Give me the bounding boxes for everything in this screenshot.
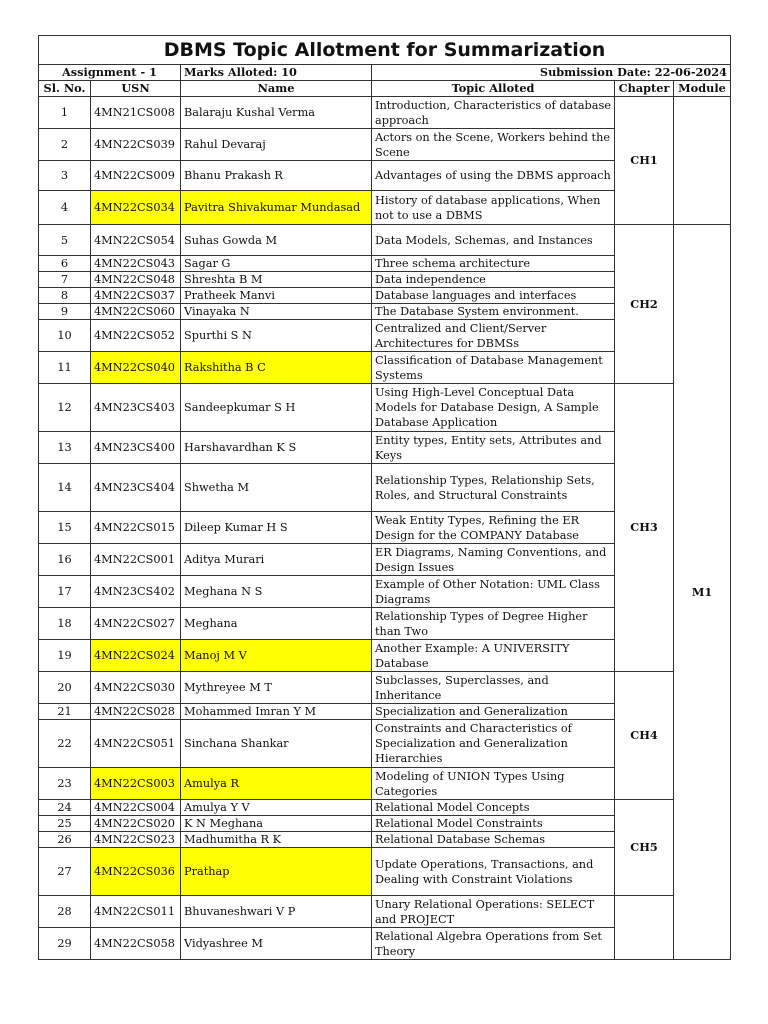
row-usn: 4MN22CS039 xyxy=(91,129,181,161)
row-topic: Unary Relational Operations: SELECT and PROJECT xyxy=(372,896,615,928)
row-sl-no: 29 xyxy=(39,928,91,960)
row-sl-no: 7 xyxy=(39,272,91,288)
row-name: Madhumitha R K xyxy=(181,832,372,848)
row-usn: 4MN22CS003 xyxy=(91,768,181,800)
row-chapter: CH5 xyxy=(615,800,674,896)
row-usn: 4MN22CS027 xyxy=(91,608,181,640)
row-usn: 4MN23CS402 xyxy=(91,576,181,608)
row-name: Rakshitha B C xyxy=(181,352,372,384)
row-topic: Modeling of UNION Types Using Categories xyxy=(372,768,615,800)
row-name: Balaraju Kushal Verma xyxy=(181,97,372,129)
row-sl-no: 16 xyxy=(39,544,91,576)
row-name: Sinchana Shankar xyxy=(181,720,372,768)
header-usn: USN xyxy=(91,81,181,97)
row-name: Sandeepkumar S H xyxy=(181,384,372,432)
row-sl-no: 6 xyxy=(39,256,91,272)
row-usn: 4MN21CS008 xyxy=(91,97,181,129)
row-usn: 4MN23CS403 xyxy=(91,384,181,432)
row-name: Amulya Y V xyxy=(181,800,372,816)
table-row xyxy=(39,896,731,928)
row-chapter: CH3 xyxy=(615,384,674,672)
row-topic: Centralized and Client/Server Architectures for DBMSs xyxy=(372,320,615,352)
row-sl-no: 2 xyxy=(39,129,91,161)
row-topic: Data independence xyxy=(372,272,615,288)
row-sl-no: 26 xyxy=(39,832,91,848)
row-name: Amulya R xyxy=(181,768,372,800)
row-name: Harshavardhan K S xyxy=(181,432,372,464)
table-row xyxy=(39,672,731,704)
row-name: Shreshta B M xyxy=(181,272,372,288)
row-usn: 4MN22CS004 xyxy=(91,800,181,816)
row-name: Rahul Devaraj xyxy=(181,129,372,161)
header-topic: Topic Alloted xyxy=(372,81,615,97)
row-usn: 4MN22CS036 xyxy=(91,848,181,896)
row-topic: Data Models, Schemas, and Instances xyxy=(372,225,615,256)
row-sl-no: 13 xyxy=(39,432,91,464)
row-sl-no: 19 xyxy=(39,640,91,672)
row-name: K N Meghana xyxy=(181,816,372,832)
row-topic: Relational Model Constraints xyxy=(372,816,615,832)
row-name: Manoj M V xyxy=(181,640,372,672)
row-sl-no: 11 xyxy=(39,352,91,384)
row-name: Meghana xyxy=(181,608,372,640)
row-sl-no: 4 xyxy=(39,191,91,225)
row-usn: 4MN22CS020 xyxy=(91,816,181,832)
marks-label: Marks Alloted: 10 xyxy=(181,65,372,81)
row-usn: 4MN22CS060 xyxy=(91,304,181,320)
row-chapter xyxy=(615,896,674,960)
row-name: Pratheek Manvi xyxy=(181,288,372,304)
row-sl-no: 21 xyxy=(39,704,91,720)
header-sl-no: Sl. No. xyxy=(39,81,91,97)
row-sl-no: 23 xyxy=(39,768,91,800)
row-sl-no: 3 xyxy=(39,161,91,191)
row-usn: 4MN22CS023 xyxy=(91,832,181,848)
row-usn: 4MN22CS058 xyxy=(91,928,181,960)
row-sl-no: 15 xyxy=(39,512,91,544)
row-usn: 4MN22CS052 xyxy=(91,320,181,352)
row-sl-no: 22 xyxy=(39,720,91,768)
row-usn: 4MN22CS030 xyxy=(91,672,181,704)
row-sl-no: 10 xyxy=(39,320,91,352)
row-usn: 4MN22CS024 xyxy=(91,640,181,672)
row-name: Suhas Gowda M xyxy=(181,225,372,256)
row-topic: History of database applications, When not to use a DBMS xyxy=(372,191,615,225)
row-usn: 4MN22CS037 xyxy=(91,288,181,304)
row-usn: 4MN22CS034 xyxy=(91,191,181,225)
row-sl-no: 12 xyxy=(39,384,91,432)
row-usn: 4MN23CS404 xyxy=(91,464,181,512)
row-usn: 4MN22CS011 xyxy=(91,896,181,928)
row-sl-no: 1 xyxy=(39,97,91,129)
row-topic: Advantages of using the DBMS approach xyxy=(372,161,615,191)
row-topic: Relationship Types, Relationship Sets, Roles, and Structural Constraints xyxy=(372,464,615,512)
row-topic: ER Diagrams, Naming Conventions, and Design Issues xyxy=(372,544,615,576)
assignment-label: Assignment - 1 xyxy=(39,65,181,81)
row-name: Prathap xyxy=(181,848,372,896)
row-topic: Database languages and interfaces xyxy=(372,288,615,304)
row-chapter: CH1 xyxy=(615,97,674,225)
row-sl-no: 27 xyxy=(39,848,91,896)
row-name: Aditya Murari xyxy=(181,544,372,576)
row-topic: Entity types, Entity sets, Attributes and Keys xyxy=(372,432,615,464)
allotment-table xyxy=(38,35,731,960)
row-sl-no: 28 xyxy=(39,896,91,928)
row-topic: Update Operations, Transactions, and Dealing with Constraint Violations xyxy=(372,848,615,896)
row-sl-no: 17 xyxy=(39,576,91,608)
row-usn: 4MN22CS043 xyxy=(91,256,181,272)
row-sl-no: 14 xyxy=(39,464,91,512)
header-module: Module xyxy=(674,81,731,97)
table-row xyxy=(39,800,731,816)
row-topic: Another Example: A UNIVERSITY Database xyxy=(372,640,615,672)
row-usn: 4MN23CS400 xyxy=(91,432,181,464)
row-usn: 4MN22CS054 xyxy=(91,225,181,256)
row-name: Vinayaka N xyxy=(181,304,372,320)
row-topic: Specialization and Generalization xyxy=(372,704,615,720)
row-name: Vidyashree M xyxy=(181,928,372,960)
row-topic: Relational Database Schemas xyxy=(372,832,615,848)
row-topic: Relationship Types of Degree Higher than Two xyxy=(372,608,615,640)
row-usn: 4MN22CS051 xyxy=(91,720,181,768)
row-usn: 4MN22CS009 xyxy=(91,161,181,191)
row-name: Bhanu Prakash R xyxy=(181,161,372,191)
row-name: Meghana N S xyxy=(181,576,372,608)
header-name: Name xyxy=(181,81,372,97)
submission-date: Submission Date: 22-06-2024 xyxy=(372,65,731,81)
row-topic: Classification of Database Management Systems xyxy=(372,352,615,384)
row-name: Mohammed Imran Y M xyxy=(181,704,372,720)
row-sl-no: 9 xyxy=(39,304,91,320)
row-usn: 4MN22CS015 xyxy=(91,512,181,544)
table-row xyxy=(39,384,731,432)
row-name: Spurthi S N xyxy=(181,320,372,352)
row-name: Bhuvaneshwari V P xyxy=(181,896,372,928)
table-row xyxy=(39,97,731,129)
row-sl-no: 24 xyxy=(39,800,91,816)
row-usn: 4MN22CS028 xyxy=(91,704,181,720)
row-sl-no: 25 xyxy=(39,816,91,832)
row-chapter: CH2 xyxy=(615,225,674,384)
row-topic: Three schema architecture xyxy=(372,256,615,272)
row-name: Pavitra Shivakumar Mundasad xyxy=(181,191,372,225)
row-topic: Subclasses, Superclasses, and Inheritance xyxy=(372,672,615,704)
row-usn: 4MN22CS048 xyxy=(91,272,181,288)
row-module: M1 xyxy=(674,225,731,960)
header-chapter: Chapter xyxy=(615,81,674,97)
row-usn: 4MN22CS001 xyxy=(91,544,181,576)
row-topic: Constraints and Characteristics of Specialization and Generalization Hierarchies xyxy=(372,720,615,768)
row-topic: Weak Entity Types, Refining the ER Design for the COMPANY Database xyxy=(372,512,615,544)
row-name: Shwetha M xyxy=(181,464,372,512)
row-sl-no: 20 xyxy=(39,672,91,704)
row-chapter: CH4 xyxy=(615,672,674,800)
row-name: Mythreyee M T xyxy=(181,672,372,704)
row-topic: Relational Model Concepts xyxy=(372,800,615,816)
row-sl-no: 5 xyxy=(39,225,91,256)
row-usn: 4MN22CS040 xyxy=(91,352,181,384)
row-name: Sagar G xyxy=(181,256,372,272)
row-sl-no: 8 xyxy=(39,288,91,304)
row-topic: Relational Algebra Operations from Set Theory xyxy=(372,928,615,960)
row-sl-no: 18 xyxy=(39,608,91,640)
row-topic: Example of Other Notation: UML Class Diagrams xyxy=(372,576,615,608)
row-topic: Actors on the Scene, Workers behind the Scene xyxy=(372,129,615,161)
table-row xyxy=(39,225,731,256)
row-topic: The Database System environment. xyxy=(372,304,615,320)
module-cell-empty xyxy=(674,97,731,225)
sheet-title: DBMS Topic Allotment for Summarization xyxy=(39,36,731,65)
row-topic: Using High-Level Conceptual Data Models for Database Design, A Sample Database Application xyxy=(372,384,615,432)
row-topic: Introduction, Characteristics of database approach xyxy=(372,97,615,129)
row-name: Dileep Kumar H S xyxy=(181,512,372,544)
